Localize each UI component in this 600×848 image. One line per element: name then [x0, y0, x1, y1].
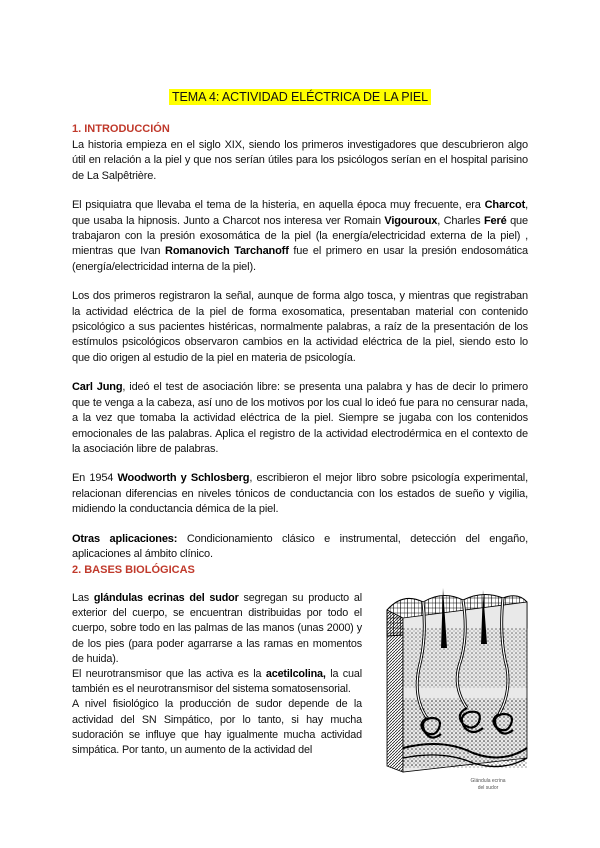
sweat-gland-illustration — [383, 588, 531, 778]
intro-paragraph-2: El psiquiatra que llevaba el tema de la histeria, en aquella época muy frecuente, era Charcot, que usaba la hipnosis. Junto a Charcot nos interesa ver Romain Vigouroux, Charles Feré que trabajaron con la presión exosomática de la piel (la energía/electricidad externa de la piel) , mientras que Ivan Romanovich Tarchanoff fue el primero en usar la presión endosomática (energía/electricidad interna de la piel). — [72, 199, 528, 273]
intro-paragraph-6: Otras aplicaciones: Condicionamiento clásico e instrumental, detección del engaño, aplicaciones al ámbito clínico. — [72, 532, 528, 560]
title-wrap — [0, 88, 600, 106]
bases-paragraph-2: El neurotransmisor que las activa es la acetilcolina, la cual también es el neurotransmisor del sistema somatosensorial. — [72, 668, 362, 696]
intro-section — [72, 122, 528, 562]
figure-caption: Glándula ecrina del sudor — [470, 778, 506, 791]
intro-paragraph-3: Los dos primeros registraron la señal, aunque de forma algo tosca, y mientras que registraban la actividad eléctrica de la piel de forma exosomatica, presentaban material con contenido psicológico a sus pacientes histéricas, normalmente palabras, a raíz de la presentación de los estímulos psicológicos observaron cambios en la actividad eléctrica de la piel, siendo esto lo que dio origen al estudio de la piel en materia de psicología. — [72, 290, 528, 364]
bases-paragraph-1: Las glándulas ecrinas del sudor segregan su producto al exterior del cuerpo, se encuentran distribuidas por todo el cuerpo, sobre todo en las palmas de las manos (unas 2000) y de los pies (para poder agarrarse a las ramas en momentos de huida). — [72, 592, 363, 665]
bases-paragraph-3: A nivel fisiológico la producción de sudor depende de la actividad del SN Simpático, por lo tanto, si hay mucha sudoración se influye que hay igualmente mucha actividad simpática. Por tanto, un aumento de la actividad del — [72, 698, 362, 757]
intro-paragraph-4: Carl Jung, ideó el test de asociación libre: se presenta una palabra y has de decir lo primero que te venga a la cabeza, así uno de los motivos por los cual lo ideó fue para no censurar nada, a la vez que tomaba la actividad eléctrica de la piel. Siempre se jugaba con los contenidos emocionales de las palabras. Aplica el registro de la actividad electrodérmica en el contexto de la asociación libre de palabras. — [72, 381, 528, 455]
intro-paragraph-1: La historia empieza en el siglo XIX, siendo los primeros investigadores que descubrieron algo útil en relación a la piel y que nos serían útiles para los psicólogos serían en el hospital parisino de La Salpêtrière. — [72, 139, 528, 182]
bases-heading-wrap — [72, 563, 528, 577]
bases-text-column — [72, 591, 362, 758]
bases-heading: 2. BASES BIOLÓGICAS — [72, 564, 195, 576]
page-title: TEMA 4: ACTIVIDAD ELÉCTRICA DE LA PIEL — [169, 89, 431, 105]
intro-heading: 1. INTRODUCCIÓN — [72, 123, 170, 135]
intro-paragraph-5: En 1954 Woodworth y Schlosberg, escribieron el mejor libro sobre psicología experimental, relacionan diferencias en niveles tónicos de conductancia con los estados de sueño y vigilia, midiendo la conductancia démica de la piel. — [72, 472, 528, 516]
